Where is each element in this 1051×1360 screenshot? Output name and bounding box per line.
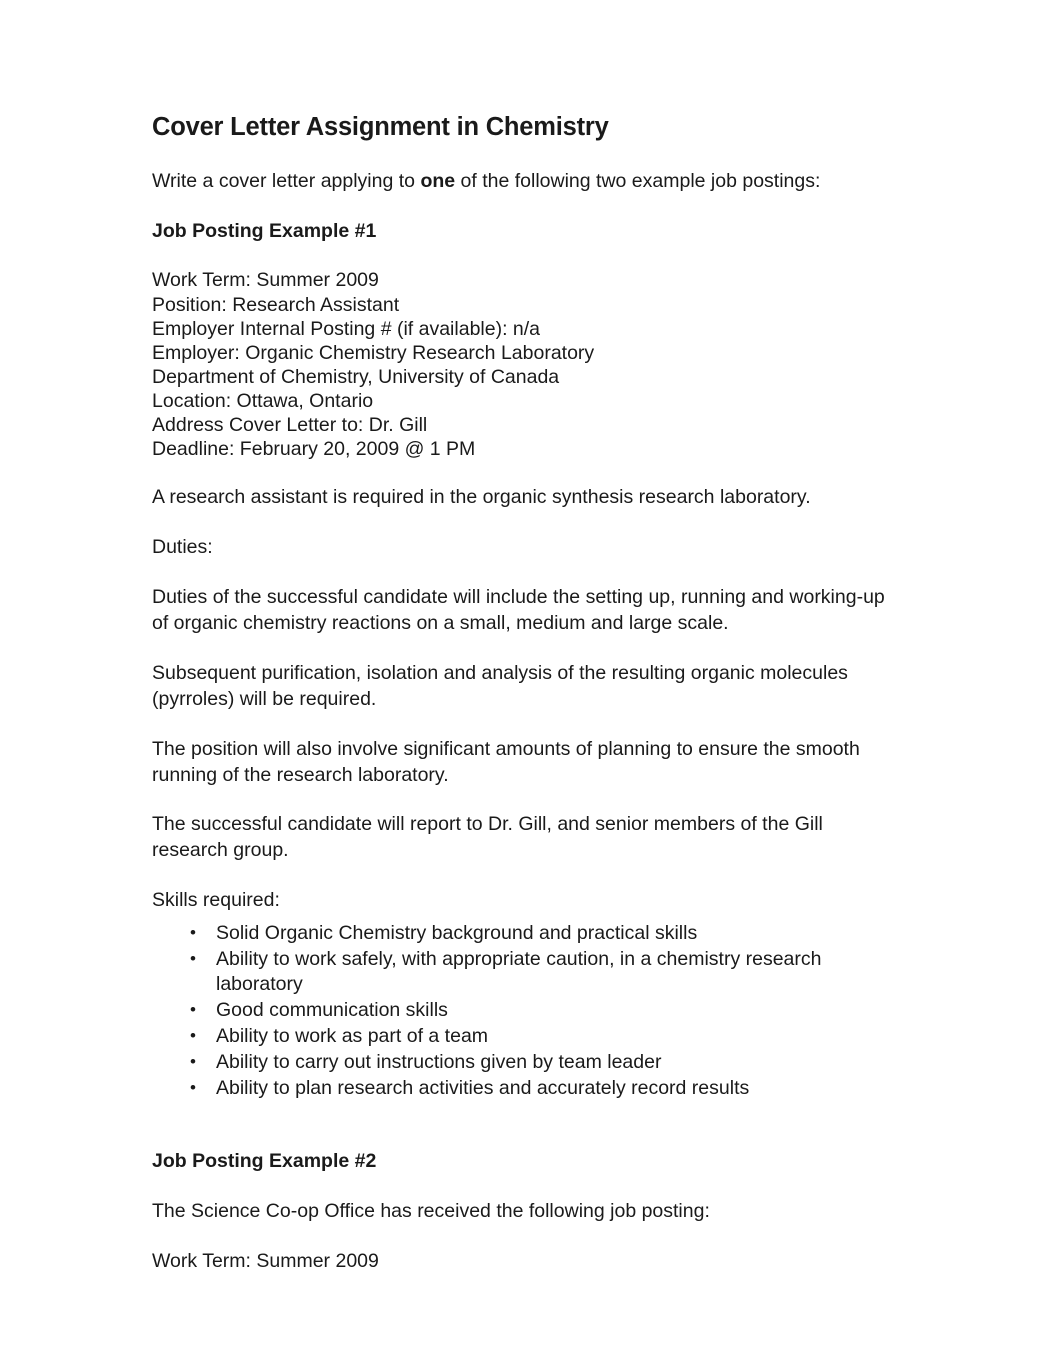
job-posting-2-heading: Job Posting Example #2 [152, 1149, 377, 1172]
detail-address-to: Address Cover Letter to: Dr. Gill [152, 413, 428, 436]
list-item [152, 1076, 897, 1101]
duties-paragraph-1: Duties of the successful candidate will include the setting up, running and working-up of organic chemistry reactions on a small, medium and large scale. [152, 585, 885, 634]
job-posting-1-details [152, 268, 897, 461]
detail-location: Location: Ottawa, Ontario [152, 389, 374, 412]
skills-required-label: Skills required: [152, 889, 280, 912]
list-item-label: Good communication skills [216, 999, 448, 1022]
bullet-icon: • [190, 949, 196, 969]
detail-department: Department of Chemistry, University of Canada [152, 365, 560, 388]
job-posting-1-summary: A research assistant is required in the organic synthesis research laboratory. [152, 486, 811, 509]
list-item [152, 1050, 897, 1075]
intro-text-emphasis: one [420, 169, 456, 192]
list-item [152, 947, 897, 997]
skills-required-list [152, 921, 897, 1101]
list-item-label: Ability to carry out instructions given by team leader [216, 1050, 662, 1073]
bullet-icon: • [190, 1051, 196, 1071]
list-item-label: Ability to plan research activities and accurately record results [216, 1076, 750, 1099]
job-posting-2-work-term: Work Term: Summer 2009 [152, 1249, 379, 1272]
list-item [152, 1024, 897, 1049]
detail-position: Position: Research Assistant [152, 293, 400, 316]
detail-deadline: Deadline: February 20, 2009 @ 1 PM [152, 437, 476, 460]
list-item-label: Ability to work safely, with appropriate caution, in a chemistry research laboratory [216, 948, 822, 996]
page-title: Cover Letter Assignment in Chemistry [152, 113, 609, 141]
list-item-label: Ability to work as part of a team [216, 1025, 489, 1048]
list-item-label: Solid Organic Chemistry background and practical skills [216, 922, 698, 945]
list-item [152, 998, 897, 1023]
bullet-icon: • [190, 923, 196, 943]
detail-work-term: Work Term: Summer 2009 [152, 269, 379, 292]
job-posting-2-intro: The Science Co-op Office has received the following job posting: [152, 1199, 710, 1222]
intro-text-after: of the following two example job postings: [455, 169, 821, 192]
intro-paragraph [152, 169, 897, 195]
bullet-icon: • [190, 1000, 196, 1020]
duties-label: Duties: [152, 535, 213, 558]
duties-paragraph-4: The successful candidate will report to Dr. Gill, and senior members of the Gill research group. [152, 813, 823, 862]
bullet-icon: • [190, 1026, 196, 1046]
bullet-icon: • [190, 1077, 196, 1097]
intro-text-before: Write a cover letter applying to [152, 169, 421, 192]
duties-paragraph-2: Subsequent purification, isolation and analysis of the resulting organic molecules (pyrroles) will be required. [152, 661, 848, 710]
document-body [152, 112, 897, 1299]
detail-employer: Employer: Organic Chemistry Research Laboratory [152, 341, 595, 364]
detail-internal-posting: Employer Internal Posting # (if available): n/a [152, 317, 541, 340]
job-posting-1-heading: Job Posting Example #1 [152, 219, 377, 242]
list-item [152, 921, 897, 946]
duties-paragraph-3: The position will also involve significant amounts of planning to ensure the smooth running of the research laboratory. [152, 737, 860, 786]
